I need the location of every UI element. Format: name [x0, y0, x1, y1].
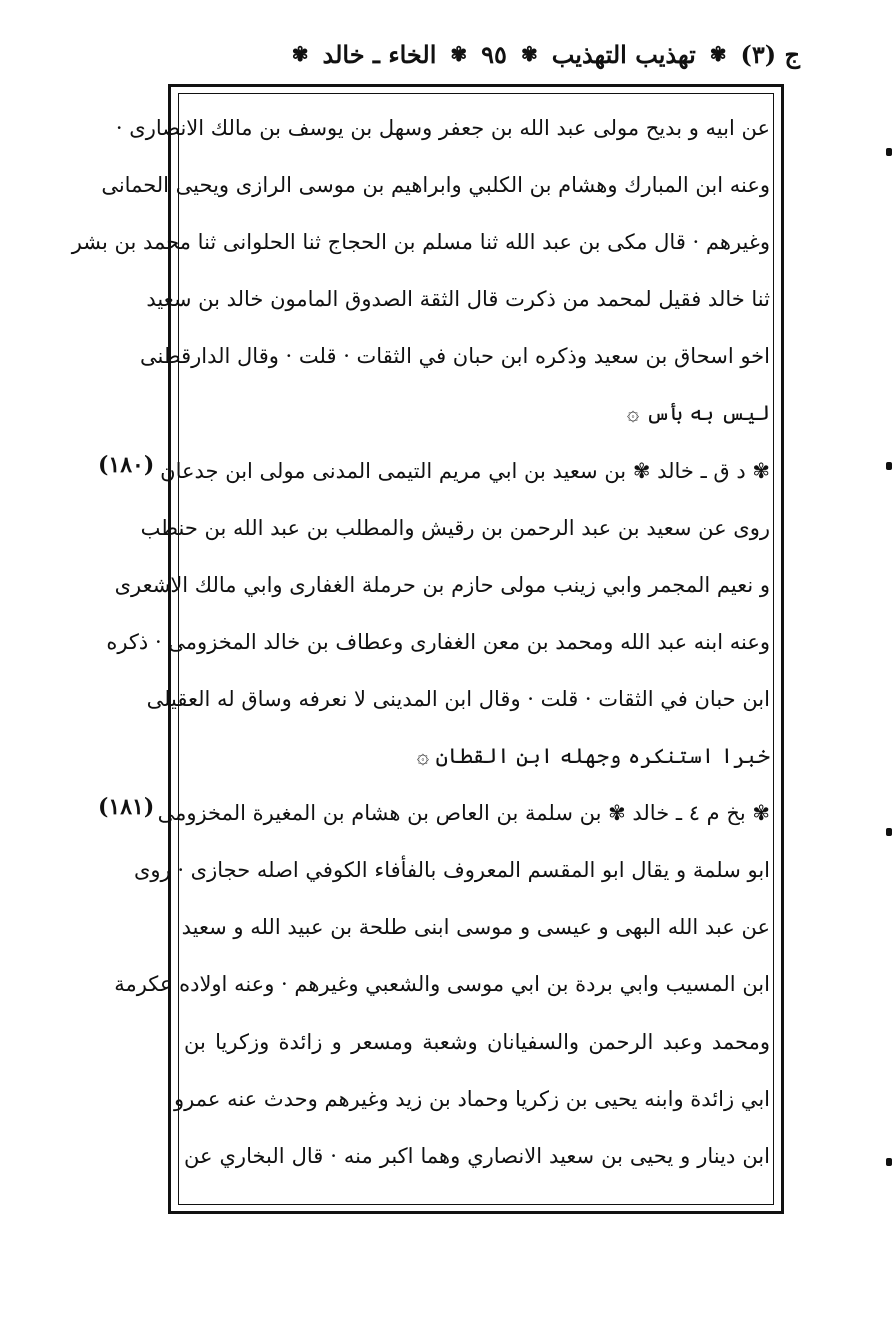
- text-line: ابن دينار و يحيى بن سعيد الانصاري وهما اكبر منه · قال البخاري عن: [184, 1143, 770, 1168]
- entry-number: (١٨٠): [98, 452, 155, 478]
- entry-heading-line: ✾ د ق ـ خالد ✾ بن سعيد بن ابي مريم التيمى المدنى مولى ابن جدعان: [160, 458, 770, 483]
- ornament-icon: ✾: [709, 42, 727, 66]
- page-number: ٩٥: [481, 39, 507, 69]
- volume-label: ج (٣): [740, 39, 800, 69]
- text-line: وعنه ابن المبارك وهشام بن الكلبي وابراهيم بن موسى الرازى ويحيى الحمانى: [101, 173, 770, 198]
- margin-mark: [886, 1158, 892, 1166]
- entry-number: (١٨١): [98, 794, 155, 820]
- text-line: عن عبد الله البهى و عيسى و موسى ابنى طلحة بن عبيد الله و سعيد: [181, 915, 770, 940]
- text-line: ثنا خالد فقيل لمحمد من ذكرت قال الثقة الصدوق المامون خالد بن سعيد: [146, 287, 770, 312]
- ornament-icon: ✾: [520, 42, 538, 66]
- text-line: ابن حبان في الثقات · قلت · وقال ابن المدينى لا نعرفه وساق له العقيلى: [146, 686, 770, 711]
- running-header: [140, 28, 800, 80]
- section-title: الخاء ـ خالد: [322, 39, 437, 69]
- text-line: ابي زائدة وابنه يحيى بن زكريا وحماد بن زيد وغيرهم وحدث عنه عمرو: [174, 1086, 770, 1111]
- text-line: ابو سلمة و يقال ابو المقسم المعروف بالفأفاء الكوفي اصله حجازى · روى: [133, 858, 770, 883]
- text-line: ليس به بأس ۞: [626, 401, 770, 426]
- margin-mark: [886, 462, 892, 470]
- text-line: ومحمد وعبد الرحمن والسفيانان وشعبة ومسعر و زائدة وزكريا بن: [184, 1029, 770, 1054]
- book-title: تهذيب التهذيب: [551, 39, 696, 69]
- text-line: عن ابيه و بديح مولى عبد الله بن جعفر وسهل بن يوسف بن مالك الانصارى ·: [115, 116, 770, 140]
- ornament-icon: ✾: [291, 42, 309, 66]
- text-line: و نعيم المجمر وابي زينب مولى حازم بن حرملة الغفارى وابي مالك الاشعرى: [114, 572, 770, 597]
- text-line: اخو اسحاق بن سعيد وذكره ابن حبان في الثقات · قلت · وقال الدارقطنى: [140, 344, 770, 369]
- text-line: ابن المسيب وابي بردة بن ابي موسى والشعبي وغيرهم · وعنه اولاده عكرمة: [114, 972, 770, 997]
- text-line: روى عن سعيد بن عبد الرحمن بن رقيش والمطلب بن عبد الله بن حنطب: [140, 515, 770, 540]
- ornament-icon: ✾: [450, 42, 468, 66]
- margin-mark: [886, 828, 892, 836]
- margin-mark: [886, 148, 892, 156]
- text-line: خبرا استنكره وجهله ابن القطان ۞: [416, 744, 770, 769]
- entry-heading-line: ✾ بخ م ٤ ـ خالد ✾ بن سلمة بن العاص بن هشام بن المغيرة المخزومى: [157, 801, 770, 826]
- text-line: وعنه ابنه عبد الله ومحمد بن معن الغفارى وعطاف بن خالد المخزومى · ذكره: [106, 629, 770, 654]
- text-line: وغيرهم · قال مكى بن عبد الله ثنا مسلم بن الحجاج ثنا الحلوانى ثنا محمد بن بشر: [71, 230, 770, 255]
